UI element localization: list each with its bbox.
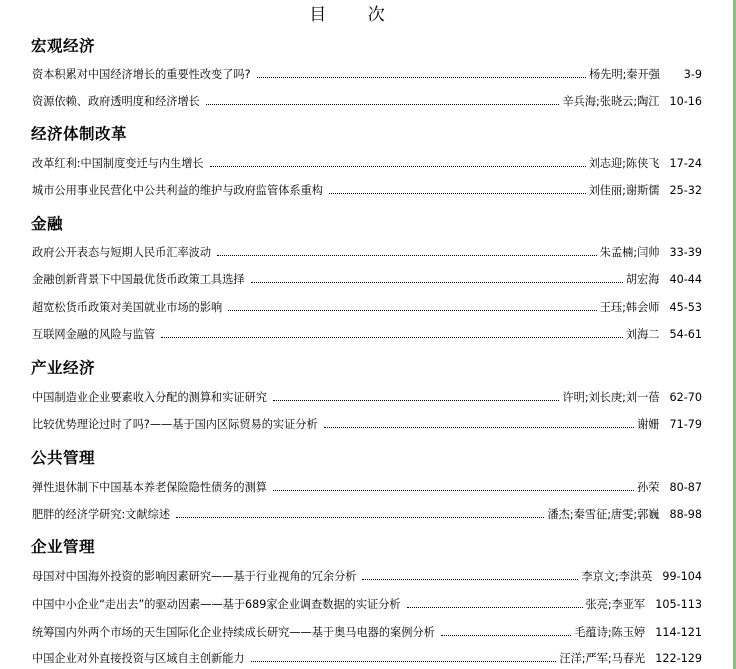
entry-pages: 99-104 bbox=[662, 570, 702, 583]
entry-authors: 李京文;李洪英 bbox=[581, 570, 653, 583]
toc-entry[interactable] bbox=[32, 271, 702, 287]
entry-pages: 40-44 bbox=[669, 273, 702, 286]
entry-title: 金融创新背景下中国最优货币政策工具选择 bbox=[32, 273, 245, 286]
dot-leader bbox=[329, 193, 586, 194]
entry-authors: 汪洋;严军;马春光 bbox=[559, 652, 646, 665]
dot-leader bbox=[210, 166, 586, 167]
entry-pages: 10-16 bbox=[669, 95, 702, 108]
toc-entry[interactable] bbox=[32, 66, 702, 82]
dot-leader bbox=[251, 282, 623, 283]
entry-authors: 朱孟楠;闫帅 bbox=[599, 246, 660, 259]
entry-pages: 88-98 bbox=[669, 508, 702, 521]
entry-authors: 刘佳丽;谢斯儒 bbox=[588, 184, 660, 197]
entry-pages: 3-9 bbox=[683, 68, 702, 81]
dot-leader bbox=[228, 310, 597, 311]
dot-leader bbox=[273, 400, 559, 401]
section-heading: 产业经济 bbox=[31, 359, 96, 377]
dot-leader bbox=[362, 579, 578, 580]
entry-title: 母国对中国海外投资的影响因素研究——基于行业视角的冗余分析 bbox=[32, 570, 357, 583]
section-heading: 金融 bbox=[31, 215, 64, 233]
section-heading: 经济体制改革 bbox=[31, 125, 128, 143]
entry-title: 改革红利:中国制度变迁与内生增长 bbox=[32, 157, 204, 170]
entry-pages: 114-121 bbox=[655, 626, 702, 639]
toc-entry[interactable] bbox=[32, 568, 702, 584]
entry-authors: 刘志迎;陈侠飞 bbox=[588, 157, 660, 170]
dot-leader bbox=[273, 490, 634, 491]
dot-leader bbox=[161, 337, 623, 338]
toc-entry[interactable] bbox=[32, 155, 702, 171]
entry-title: 肥胖的经济学研究:文献综述 bbox=[32, 508, 171, 521]
section-heading: 宏观经济 bbox=[31, 37, 96, 55]
entry-title: 弹性退休制下中国基本养老保险隐性债务的测算 bbox=[32, 481, 267, 494]
dot-leader bbox=[217, 255, 597, 256]
entry-title: 政府公开表态与短期人民币汇率波动 bbox=[32, 246, 212, 259]
dot-leader bbox=[324, 427, 634, 428]
dot-leader bbox=[251, 661, 557, 662]
dot-leader bbox=[441, 635, 572, 636]
toc-entry[interactable] bbox=[32, 299, 702, 315]
entry-authors: 许明;刘长庚;刘一蓓 bbox=[562, 391, 660, 404]
entry-pages: 17-24 bbox=[669, 157, 702, 170]
entry-pages: 122-129 bbox=[655, 652, 702, 665]
entry-authors: 辛兵海;张晓云;陶江 bbox=[562, 95, 660, 108]
toc-entry[interactable] bbox=[32, 416, 702, 432]
entry-authors: 胡宏海 bbox=[625, 273, 660, 286]
entry-pages: 45-53 bbox=[669, 301, 702, 314]
toc-entry[interactable] bbox=[32, 624, 702, 640]
section-heading: 公共管理 bbox=[31, 449, 96, 467]
dot-leader bbox=[176, 517, 544, 518]
entry-title: 比较优势理论过时了吗?——基于国内区际贸易的实证分析 bbox=[32, 418, 318, 431]
entry-pages: 25-32 bbox=[669, 184, 702, 197]
toc-entry[interactable] bbox=[32, 244, 702, 260]
entry-title: 城市公用事业民营化中公共利益的维护与政府监管体系重构 bbox=[32, 184, 323, 197]
entry-authors: 王珏;韩会师 bbox=[599, 301, 660, 314]
entry-pages: 80-87 bbox=[669, 481, 702, 494]
entry-authors: 毛蕴诗;陈玉婷 bbox=[574, 626, 646, 639]
entry-title: 互联网金融的风险与监管 bbox=[32, 328, 156, 341]
entry-title: 中国企业对外直接投资与区域自主创新能力 bbox=[32, 652, 245, 665]
toc-entry[interactable] bbox=[32, 93, 702, 109]
dot-leader bbox=[257, 77, 587, 78]
entry-authors: 谢姗 bbox=[637, 418, 660, 431]
dot-leader bbox=[407, 607, 583, 608]
entry-authors: 杨先明;秦开强 bbox=[589, 68, 660, 81]
entry-authors: 潘杰;秦雪征;唐雯;郭巍 bbox=[547, 508, 660, 521]
entry-authors: 孙荣 bbox=[637, 481, 660, 494]
entry-title: 超宽松货币政策对美国就业市场的影响 bbox=[32, 301, 223, 314]
entry-pages: 54-61 bbox=[669, 328, 702, 341]
section-heading: 企业管理 bbox=[31, 538, 96, 556]
toc-entry[interactable] bbox=[32, 389, 702, 405]
entry-title: 统筹国内外两个市场的天生国际化企业持续成长研究——基于奥马电器的案例分析 bbox=[32, 626, 435, 639]
toc-entry[interactable] bbox=[32, 650, 702, 666]
entry-pages: 105-113 bbox=[655, 598, 702, 611]
toc-entry[interactable] bbox=[32, 182, 702, 198]
entry-pages: 71-79 bbox=[669, 418, 702, 431]
entry-title: 资本积累对中国经济增长的重要性改变了吗? bbox=[32, 68, 251, 81]
toc-entry[interactable] bbox=[32, 326, 702, 342]
entry-title: 中国制造业企业要素收入分配的测算和实证研究 bbox=[32, 391, 267, 404]
entry-authors: 刘海二 bbox=[625, 328, 660, 341]
entry-title: 资源依赖、政府透明度和经济增长 bbox=[32, 95, 200, 108]
entry-pages: 33-39 bbox=[669, 246, 702, 259]
page-title: 目 次 bbox=[309, 5, 403, 25]
toc-entry[interactable] bbox=[32, 506, 702, 522]
entry-authors: 张亮;李亚军 bbox=[585, 598, 646, 611]
toc-entry[interactable] bbox=[32, 596, 702, 612]
entry-pages: 62-70 bbox=[669, 391, 702, 404]
toc-entry[interactable] bbox=[32, 479, 702, 495]
dot-leader bbox=[206, 104, 560, 105]
entry-title: 中国中小企业“走出去”的驱动因素——基于689家企业调查数据的实证分析 bbox=[32, 598, 401, 611]
